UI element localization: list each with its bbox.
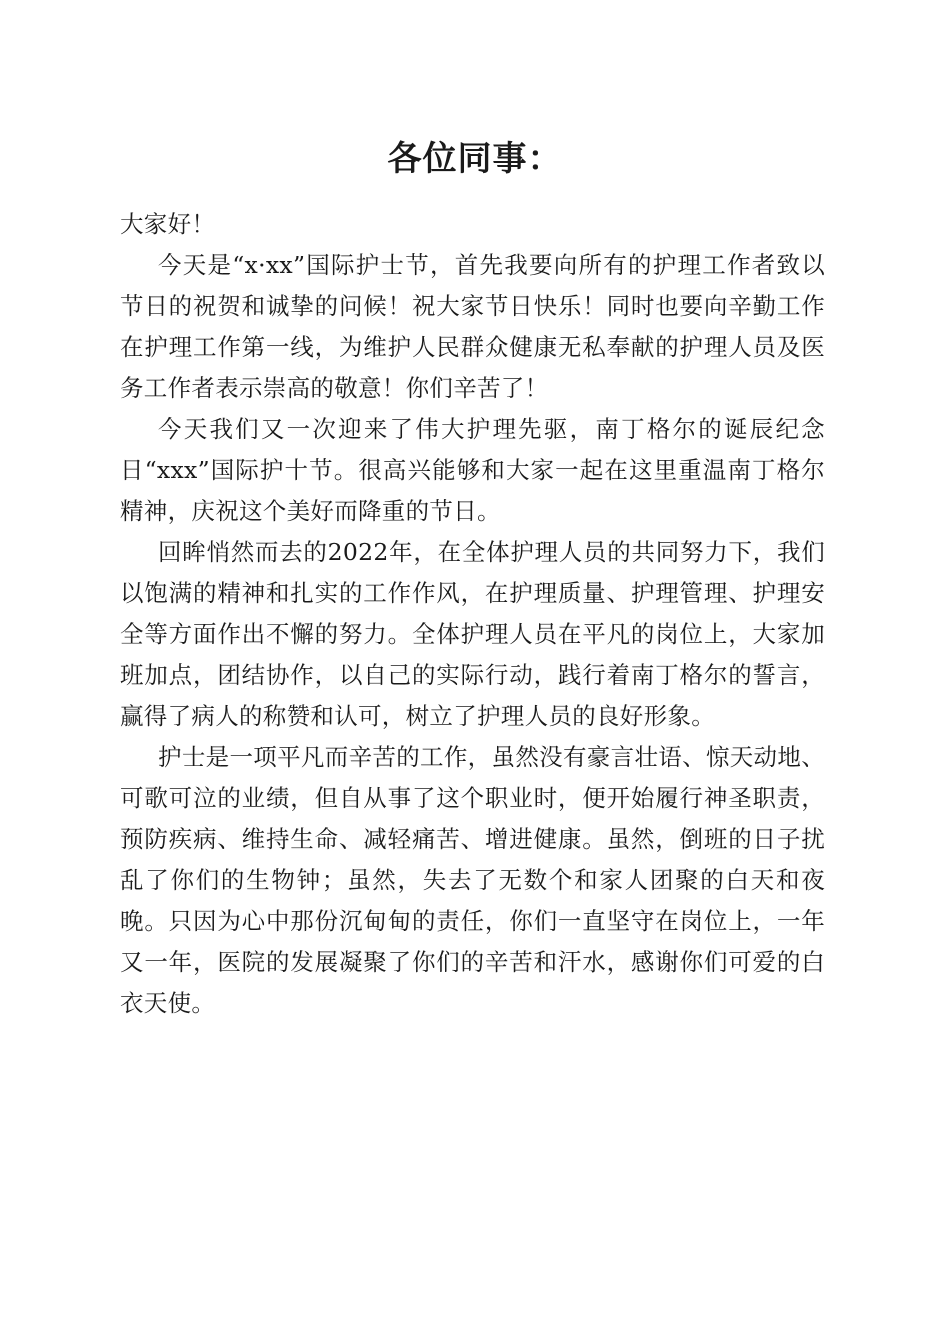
salutation: 大家好！ [120, 210, 216, 238]
paragraph-1: 今天是“x·xx”国际护士节，首先我要向所有的护理工作者致以节日的祝贺和诚挚的问候！祝大家节日快乐！同时也要向辛勤工作在护理工作第一线，为维护人民群众健康无私奉献的护理人员及医务工作者表示崇高的敬意！你们辛苦了！ [120, 251, 825, 402]
paragraph-4: 护士是一项平凡而辛苦的工作，虽然没有豪言壮语、惊天动地、可歌可泣的业绩，但自从事了这个职业时，便开始履行神圣职责，预防疾病、维持生命、减轻痛苦、增进健康。虽然，倒班的日子扰乱了你们的生物钟；虽然，失去了无数个和家人团聚的白天和夜晚。只因为心中那份沉甸甸的责任，你们一直坚守在岗位上，一年又一年，医院的发展凝聚了你们的辛苦和汗水，感谢你们可爱的白衣天使。 [120, 743, 825, 1017]
paragraph-2: 今天我们又一次迎来了伟大护理先驱，南丁格尔的诞辰纪念日“xxx”国际护十节。很高兴能够和大家一起在这里重温南丁格尔精神，庆祝这个美好而降重的节日。 [120, 415, 825, 525]
document-body [120, 204, 825, 1024]
document-title: 各位同事： [387, 139, 563, 179]
paragraph-3: 回眸悄然而去的2022年，在全体护理人员的共同努力下，我们以饱满的精神和扎实的工作作风，在护理质量、护理管理、护理安全等方面作出不懈的努力。全体护理人员在平凡的岗位上，大家加班加点，团结协作，以自己的实际行动，践行着南丁格尔的誓言，赢得了病人的称赞和认可，树立了护理人员的良好形象。 [120, 538, 825, 730]
